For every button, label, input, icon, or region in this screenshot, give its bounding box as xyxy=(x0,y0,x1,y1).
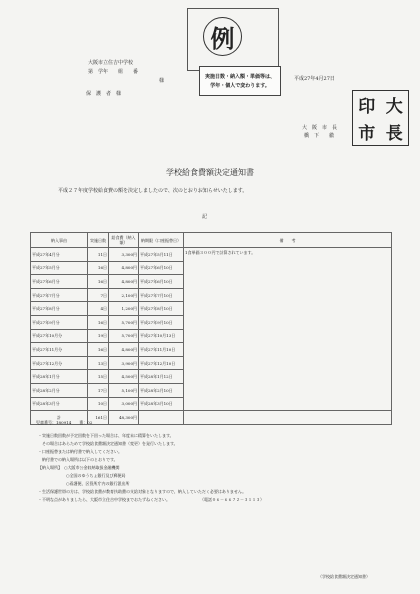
cell-deadline: 平成28年2月10日 xyxy=(139,383,184,397)
note-line: ○看護便、区役所庁内の銀行派出所 xyxy=(38,481,130,486)
cell-reason: 平成27年6月分 xyxy=(31,275,88,289)
cell-reason: 平成27年5月分 xyxy=(31,261,88,275)
cell-amount: 5,100円 xyxy=(109,383,139,397)
cell-reason: 平成28年2月分 xyxy=(31,383,88,397)
notice-line-1: 実施日数・納入額・単価等は、 xyxy=(204,74,275,80)
document-title: 学校給食費額決定通知書 xyxy=(166,168,254,177)
cell-days: 16日 xyxy=(88,261,109,275)
fee-table xyxy=(30,232,392,425)
table-header-row xyxy=(31,233,392,248)
cell-deadline: 平成28年3月10日 xyxy=(139,397,184,411)
cell-deadline: 平成27年10月13日 xyxy=(139,329,184,343)
cell-amount: 4,800円 xyxy=(109,343,139,357)
note-line: ○全国のゆうちょ銀行及び郵便局 xyxy=(38,473,126,478)
total-empty-cell xyxy=(139,411,184,425)
cell-days: 4日 xyxy=(88,302,109,316)
stamp-char: 印 xyxy=(358,97,376,117)
cell-amount: 5,700円 xyxy=(109,315,139,329)
note-line: その場合はあらためて学校給食費額決定通知書（変更）を発行いたします。 xyxy=(38,441,178,446)
col-header-days: 実施日数 xyxy=(88,233,109,248)
grade-class-line: 第 学年 組 番 xyxy=(88,69,139,75)
note-line: 納付書での納入場所は以下のとおりです。 xyxy=(38,457,118,462)
cell-deadline: 平成27年7月10日 xyxy=(139,288,184,302)
cell-reason: 平成27年7月分 xyxy=(31,288,88,302)
cell-remarks: 1食単価３００円で計算されています。 xyxy=(184,248,392,411)
cell-days: 17日 xyxy=(88,383,109,397)
stamp-char: 長 xyxy=(385,124,403,144)
cell-amount: 1,200円 xyxy=(109,302,139,316)
col-header-amount: 給食費（納入額） xyxy=(109,233,139,248)
cell-days: 16日 xyxy=(88,315,109,329)
ki-label: 記 xyxy=(202,214,208,220)
cell-amount: 2,100円 xyxy=(109,288,139,302)
sender-name: 橋 下 徹 xyxy=(304,133,335,139)
note-line: ・不明な点がありましたら、大阪市立住吉中学校までおたずねください。 （電話０６－６６７２－３１１３） xyxy=(38,497,264,502)
cell-days: 15日 xyxy=(88,370,109,384)
cell-amount: 3,300円 xyxy=(109,248,139,262)
cell-days: 13日 xyxy=(88,356,109,370)
note-line: ・生活保護世帯の方は、学校給食費が教育扶助費の支給対象となりますので、納入していただく必要はありません。 xyxy=(38,489,247,494)
cell-reason: 平成27年9月分 xyxy=(31,315,88,329)
cell-days: 11日 xyxy=(88,248,109,262)
cell-deadline: 平成28年1月12日 xyxy=(139,370,184,384)
cell-amount: 5,700円 xyxy=(109,329,139,343)
col-header-remarks: 備 考 xyxy=(184,233,392,248)
cell-days: 16日 xyxy=(88,343,109,357)
col-header-deadline: 納期限（口座振替日） xyxy=(139,233,184,248)
cell-days: 16日 xyxy=(88,275,109,289)
table-row xyxy=(31,248,392,262)
cell-amount: 3,000円 xyxy=(109,397,139,411)
cell-days: 10日 xyxy=(88,397,109,411)
cell-deadline: 平成27年5月11日 xyxy=(139,248,184,262)
footer-label: （学校給食費額決定通知書） xyxy=(318,574,370,579)
total-empty-cell xyxy=(184,411,392,425)
note-line: ・実施日数回数が予定回数を下回った場合は、年度末に精算をいたします。 xyxy=(38,433,174,438)
cell-deadline: 平成27年6月10日 xyxy=(139,275,184,289)
notice-line-2: 学年・個人で変わります。 xyxy=(210,83,270,89)
principal-stamp-icon xyxy=(352,90,409,146)
cell-deadline: 平成27年12月10日 xyxy=(139,356,184,370)
cell-amount: 4,800円 xyxy=(109,275,139,289)
sama-label: 様 xyxy=(159,78,165,84)
notice-box xyxy=(199,66,281,96)
cell-reason: 平成27年4月分 xyxy=(31,248,88,262)
student-ids: 児童番号：180914 番：02 xyxy=(36,420,93,425)
cell-reason: 平成27年12月分 xyxy=(31,356,88,370)
cell-reason: 平成27年8月分 xyxy=(31,302,88,316)
cell-days: 19日 xyxy=(88,329,109,343)
note-line: 【納入場所】 ○大阪市公金収納取扱金融機関 xyxy=(38,465,120,470)
total-amount: 48,300円 xyxy=(109,411,139,425)
cell-days: 7日 xyxy=(88,288,109,302)
note-line: ・口座振替または納付書で納入してください。 xyxy=(38,449,122,454)
cell-reason: 平成27年11月分 xyxy=(31,343,88,357)
cell-reason: 平成28年1月分 xyxy=(31,370,88,384)
cell-amount: 4,500円 xyxy=(109,370,139,384)
cell-reason: 平成27年10月分 xyxy=(31,329,88,343)
cell-deadline: 平成27年6月10日 xyxy=(139,261,184,275)
example-seal-icon: 例 xyxy=(203,17,242,56)
col-header-reason: 納入事由 xyxy=(31,233,88,248)
stamp-char: 大 xyxy=(385,97,403,117)
issue-date: 平成27年4月27日 xyxy=(294,76,335,82)
total-label: 計 xyxy=(31,411,88,425)
cell-deadline: 平成27年8月10日 xyxy=(139,302,184,316)
cell-reason: 平成28年3月分 xyxy=(31,397,88,411)
cell-amount: 4,800円 xyxy=(109,261,139,275)
cell-deadline: 平成27年9月10日 xyxy=(139,315,184,329)
sender-city: 大 阪 市 長 xyxy=(302,125,338,131)
guardian-label: 保 護 者 様 xyxy=(86,91,122,97)
stamp-char: 市 xyxy=(358,124,376,144)
total-days: 161日 xyxy=(88,411,109,425)
intro-text: 平成２７年度学校給食費の額を決定しましたので、次のとおりお知らせいたします。 xyxy=(58,188,248,194)
cell-amount: 3,900円 xyxy=(109,356,139,370)
cell-deadline: 平成27年11月10日 xyxy=(139,343,184,357)
school-name: 大阪市立住吉中学校 xyxy=(88,60,134,66)
